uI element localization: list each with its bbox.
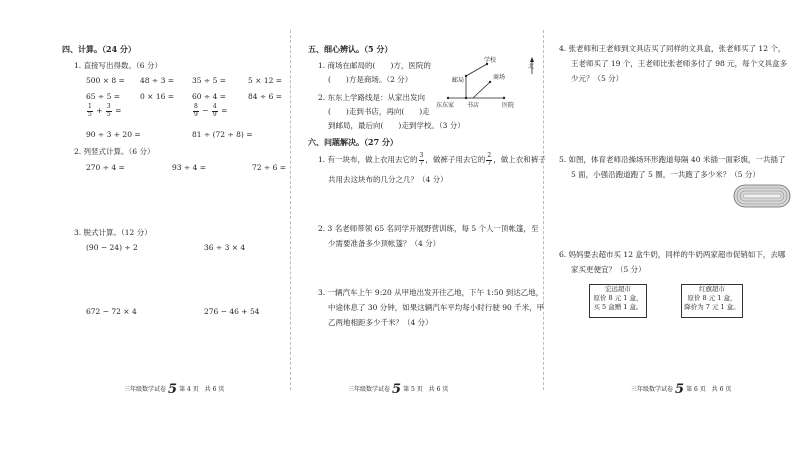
store-name: 红旗超市	[699, 285, 725, 293]
q61-line: 1. 有一块布，做上衣用去它的 $\frac{3}{7}$ ，做裤子用去它的 $\frac{2}{7}$ ，做上衣和裤子	[318, 152, 546, 167]
q1-title: 1. 直接写出得数。（6 分）	[74, 61, 162, 70]
map-label-home: 东东家	[436, 102, 455, 109]
q63-line: 乙两地相距多少千米？（4 分）	[328, 318, 433, 327]
vertical-calc-item: 72 ÷ 6 =	[252, 163, 287, 172]
q51-line: ( )方是商场。（2 分）	[328, 75, 413, 84]
page-5	[290, 0, 546, 464]
fraction-diff: $\frac{8}{9}$ − $\frac{4}{9}$ =	[194, 103, 228, 118]
calc-item: 35 ÷ 5 =	[192, 76, 227, 85]
store-card-hongqi	[681, 284, 743, 318]
q52-line: ( )走到书店，再向( )走	[328, 107, 430, 116]
calc-item: 60 ÷ 4 =	[192, 92, 227, 101]
calc-item: 81 ÷ (72 ÷ 8) =	[192, 130, 253, 139]
vertical-calc-item: 270 ÷ 4 =	[86, 163, 125, 172]
q5-line: 5 面，小强沿跑道跑了 5 圈，一共跑了多少米？（5 分）	[571, 170, 760, 179]
calc-item: 500 × 8 =	[86, 76, 125, 85]
page-footer: 三年级数学试卷 5 第 6 页 共 6 页	[631, 382, 732, 397]
calc-item: 90 ÷ 3 + 20 =	[86, 130, 141, 139]
calc-item: 5 × 12 =	[248, 76, 283, 85]
q52-line: 到邮局，最后向( )走到学校。（3 分）	[328, 121, 465, 130]
q4-line: 少元？（5 分）	[571, 74, 624, 83]
q52-line: 2. 东东上学路线是：从家出发向	[318, 93, 426, 102]
map-label-post: 邮局	[452, 77, 465, 84]
q51-line: 1. 商场在邮局的( )方，医院的	[318, 61, 431, 70]
map-label-north: 北	[528, 63, 535, 70]
store-price: 原价 8 元 1 盒，	[687, 294, 737, 302]
q6-line: 家买更便宜？（5 分）	[571, 265, 646, 274]
direction-map	[290, 0, 543, 140]
page-4	[0, 0, 290, 464]
q63-line: 3. 一辆汽车上午 9:20 从甲地出发开往乙地，下午 1:50 到达乙地，	[318, 288, 544, 297]
section4-title: 四、计算。（24 分）	[62, 44, 136, 54]
stepwise-calc-item: 36 ÷ 3 × 4	[204, 243, 246, 252]
stepwise-calc-item: 276 − 46 + 54	[204, 307, 260, 316]
map-label-hospital: 医院	[502, 102, 515, 109]
store-card-hongyuan	[589, 284, 647, 318]
q63-line: 中途休息了 30 分钟，如果这辆汽车平均每小时行驶 90 千米，甲	[328, 303, 545, 312]
store-promo: 降价为 7 元 1 盒。	[684, 303, 740, 311]
page-footer: 三年级数学试卷 5 第 4 页 共 6 页	[124, 382, 225, 397]
store-price: 原价 8 元 1 盒，	[593, 294, 643, 302]
calc-item: 48 ÷ 3 =	[140, 76, 175, 85]
q61-line: 共用去这块布的几分之几？（4 分）	[328, 175, 448, 184]
stepwise-calc-item: (90 − 24) ÷ 2	[86, 243, 138, 252]
map-label-mall: 商场	[493, 74, 506, 81]
q5-line: 5. 如图，体育老师沿操场环形跑道每隔 40 米插一面彩旗，一共插了	[559, 155, 786, 164]
map-label-school: 学校	[484, 57, 497, 64]
section6-title: 六、问题解决。（27 分）	[308, 137, 398, 147]
fraction-sum: $\frac{1}{5}$ + $\frac{3}{5}$ =	[88, 103, 122, 118]
page-6	[543, 0, 800, 464]
q6-line: 6. 妈妈要去超市买 12 盒牛奶，同样的牛奶两家超市促销如下，去哪	[559, 250, 786, 259]
calc-item: 65 ÷ 5 =	[86, 92, 121, 101]
store-name: 宏远超市	[605, 285, 631, 293]
q62-line: 少需要准备多少顶帐篷？（4 分）	[328, 239, 441, 248]
calc-item: 84 ÷ 6 =	[248, 92, 283, 101]
store-promo: 买 5 盒赠 1 盒。	[593, 303, 643, 311]
q62-line: 2. 3 名老师带领 65 名同学开展野营训练，每 5 个人一顶帐篷，至	[318, 224, 539, 233]
q2-title: 2. 列竖式计算。（6 分）	[74, 147, 155, 156]
map-label-bookstore: 书店	[467, 102, 480, 109]
q4-line: 王老师买了 19 个，王老师比张老师多付了 98 元，每个文具盒多	[571, 59, 788, 68]
q3-title: 3. 脱式计算。（12 分）	[74, 228, 152, 237]
q4-line: 4. 张老师和王老师到文具店买了同样的文具盒，张老师买了 12 个，	[559, 44, 786, 53]
page-footer: 三年级数学试卷 5 第 5 页 共 6 页	[348, 382, 449, 397]
calc-item: 0 × 16 =	[140, 92, 175, 101]
vertical-calc-item: 93 ÷ 4 =	[172, 163, 207, 172]
section5-title: 五、细心辨认。（5 分）	[308, 44, 393, 54]
track-icon	[733, 184, 793, 210]
stepwise-calc-item: 672 − 72 × 4	[86, 307, 137, 316]
